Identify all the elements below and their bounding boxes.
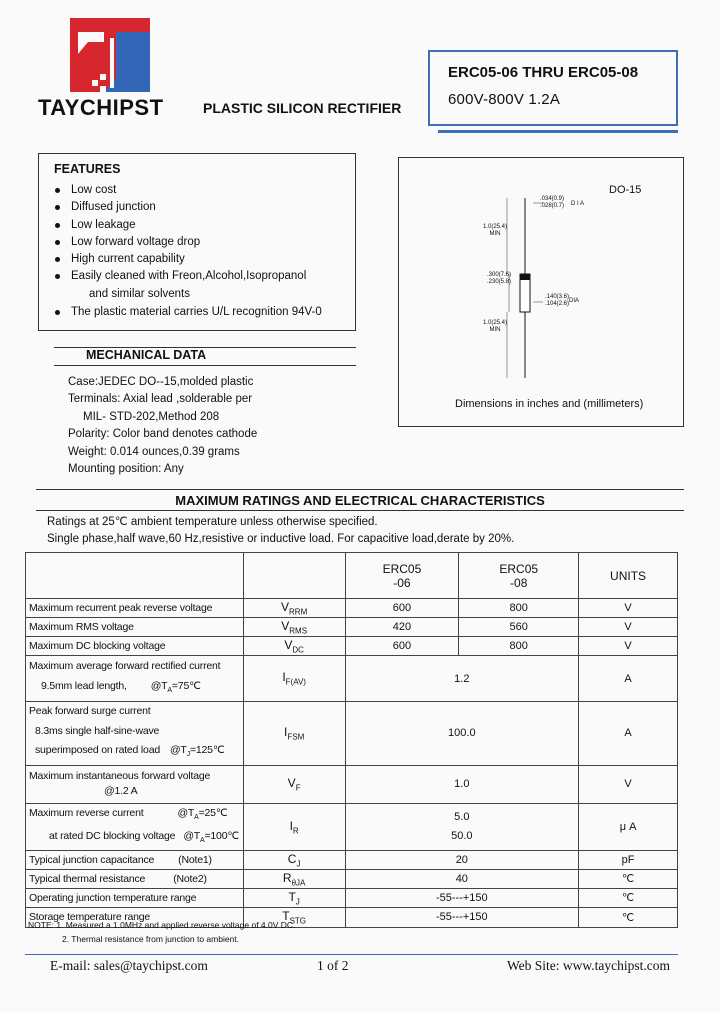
feature-item: Low cost: [53, 182, 322, 199]
feature-item: Diffused junction: [53, 199, 322, 216]
param-vf: Maximum instantaneous forward voltage @1.2 A: [26, 765, 244, 803]
value-ir: 5.0 50.0: [345, 803, 579, 850]
mechanical-line: Case:JEDEC DO--15,molded plastic: [68, 376, 254, 388]
footer-page-number: 1 of 2: [317, 958, 349, 973]
param-vrrm: Maximum recurrent peak reverse voltage: [26, 599, 244, 618]
feature-item-continued: and similar solvents: [89, 287, 190, 300]
symbol-cj: $C_J$: [243, 850, 345, 869]
mechanical-line: Terminals: Axial lead ,solderable per: [68, 393, 253, 406]
header-units: UNITS: [579, 553, 678, 599]
table-row: [26, 850, 678, 869]
header-blank: [26, 553, 244, 599]
mechanical-line: MIL- STD-202,Method 208: [83, 410, 220, 423]
bullet-icon: [55, 257, 60, 262]
unit-vf: V: [579, 765, 678, 803]
body-length-label: .300(7.6) .230(5.8): [487, 272, 512, 285]
value-ifsm: 100.0: [345, 702, 579, 766]
ratings-heading: MAXIMUM RATINGS AND ELECTRICAL CHARACTERISTICS: [36, 493, 684, 511]
symbol-ifsm: $I_{FSM}$: [243, 702, 345, 766]
package-label: DO-15: [609, 184, 642, 196]
ratings-table: [25, 552, 678, 928]
dimensions-caption: Dimensions in inches and (millimeters): [455, 398, 644, 410]
table-row: [26, 656, 678, 702]
table-row: [26, 765, 678, 803]
symbol-vdc: $V_{DC}$: [243, 637, 345, 656]
value-vrrm-06: 600: [345, 599, 459, 618]
feature-item: Low forward voltage drop: [53, 234, 322, 251]
table-header-row: [26, 553, 678, 599]
header-erc0508: ERC05 -08: [459, 553, 579, 599]
bullet-icon: [55, 310, 60, 315]
ratings-top-rule: [36, 489, 684, 490]
feature-item: High current capability: [53, 251, 322, 268]
param-vrms: Maximum RMS voltage: [26, 618, 244, 637]
part-rating: 600V-800V 1.2A: [448, 91, 561, 108]
value-vdc-08: 800: [459, 637, 579, 656]
symbol-tj: $T_J$: [243, 888, 345, 907]
mechanical-line: Mounting position: Any: [68, 463, 184, 476]
footer-website: Web Site: www.taychipst.com: [507, 958, 671, 973]
symbol-vrms: $V_{RMS}$: [243, 618, 345, 637]
taychipst-logo: [70, 18, 150, 92]
value-vdc-06: 600: [345, 637, 459, 656]
header-rule: [438, 130, 678, 133]
features-list: [53, 182, 322, 321]
table-row: [26, 888, 678, 907]
value-tj: -55---+150: [345, 888, 579, 907]
param-ifsm: Peak forward surge current 8.3ms single half-sine-wave superimposed on rated load $@T_J=125℃$: [26, 702, 244, 766]
value-vrms-06: 420: [345, 618, 459, 637]
symbol-ifav: $I_{F(AV)}$: [243, 656, 345, 702]
value-cj: 20: [345, 850, 579, 869]
unit-ifav: A: [579, 656, 678, 702]
value-ifav: 1.2: [345, 656, 579, 702]
unit-vrms: V: [579, 618, 678, 637]
table-row: [26, 803, 678, 850]
unit-vdc: V: [579, 637, 678, 656]
footer-email: E-mail: sales@taychipst.com: [50, 958, 208, 973]
unit-ifsm: A: [579, 702, 678, 766]
symbol-ir: $I_R$: [243, 803, 345, 850]
ratings-note-load: Single phase,half wave,60 Hz,resistive or inductive load. For capacitive load,derate by 20%.: [47, 533, 515, 545]
lead-length-top-label: 1.0(25.4) MIN: [483, 224, 508, 237]
bullet-icon: [55, 205, 60, 210]
table-row: [26, 599, 678, 618]
table-row: [26, 869, 678, 888]
param-rtheta: Typical thermal resistance (Note2): [26, 869, 244, 888]
value-vrms-08: 560: [459, 618, 579, 637]
feature-item: Low leakage: [53, 217, 322, 234]
param-ir: Maximum reverse current $@T_A=25℃$ at rated DC blocking voltage $@T_A=100℃$: [26, 803, 244, 850]
body-diameter-label: .140(3.6) .104(2.6): [545, 294, 570, 307]
body-diameter-suffix: DIA: [569, 298, 580, 304]
symbol-vf: $V_F$: [243, 765, 345, 803]
ratings-note-temperature: Ratings at 25℃ ambient temperature unless otherwise specified.: [47, 516, 378, 528]
mechanical-line: Polarity: Color band denotes cathode: [68, 428, 258, 441]
param-tj: Operating junction temperature range: [26, 888, 244, 907]
table-row: [26, 637, 678, 656]
value-tstg: -55---+150: [345, 907, 579, 927]
param-vdc: Maximum DC blocking voltage: [26, 637, 244, 656]
mechanical-heading: MECHANICAL DATA: [54, 348, 356, 366]
lead-length-bottom-label: 1.0(25.4) MIN: [483, 320, 508, 333]
value-vf: 1.0: [345, 765, 579, 803]
bullet-icon: [55, 274, 60, 279]
footnote-1: NOTE: 1. Measured a 1.0MHz and applied reverse voltage of 4.0V DC.: [28, 920, 296, 930]
header-blank: [243, 553, 345, 599]
mechanical-line: Weight: 0.014 ounces,0.39 grams: [68, 445, 240, 458]
param-tstg: Storage temperature range: [26, 907, 244, 927]
value-rtheta: 40: [345, 869, 579, 888]
bullet-icon: [55, 223, 60, 228]
unit-ir: μ A: [579, 803, 678, 850]
unit-rtheta: ℃: [579, 869, 678, 888]
table-row: [26, 618, 678, 637]
param-cj: Typical junction capacitance (Note1): [26, 850, 244, 869]
dimension-drawing-box: [398, 157, 684, 427]
symbol-vrrm: $V_{RRM}$: [243, 599, 345, 618]
unit-vrrm: V: [579, 599, 678, 618]
unit-tstg: ℃: [579, 907, 678, 927]
footnote-2: 2. Thermal resistance from junction to ambient.: [62, 934, 240, 944]
header-erc0506: ERC05 -06: [345, 553, 459, 599]
param-ifav: Maximum average forward rectified current 9.5mm lead length, $@T_A=75℃$: [26, 656, 244, 702]
lead-diameter-suffix: D I A: [571, 201, 585, 207]
brand-name: TAYCHIPST: [38, 95, 164, 120]
symbol-tstg: $T_{STG}$: [243, 907, 345, 927]
document-title: PLASTIC SILICON RECTIFIER: [203, 100, 402, 116]
unit-cj: pF: [579, 850, 678, 869]
table-row: [26, 702, 678, 766]
feature-item: The plastic material carries U/L recognition 94V-0: [53, 304, 322, 321]
features-box: [38, 153, 356, 331]
unit-tj: ℃: [579, 888, 678, 907]
value-vrrm-08: 800: [459, 599, 579, 618]
mechanical-list: [68, 374, 257, 478]
feature-item: Easily cleaned with Freon,Alcohol,Isopropanol: [53, 268, 322, 285]
part-number: ERC05-06 THRU ERC05-08: [448, 64, 639, 81]
bullet-icon: [55, 240, 60, 245]
bullet-icon: [55, 188, 60, 193]
symbol-rtheta: $R_{\theta JA}$: [243, 869, 345, 888]
do15-package-drawing: [459, 178, 599, 378]
footer-rule: [25, 954, 678, 955]
lead-diameter-label: .034(0.9) .028(0.7): [540, 196, 565, 209]
features-heading: FEATURES: [54, 162, 121, 176]
part-number-box: [428, 50, 678, 126]
